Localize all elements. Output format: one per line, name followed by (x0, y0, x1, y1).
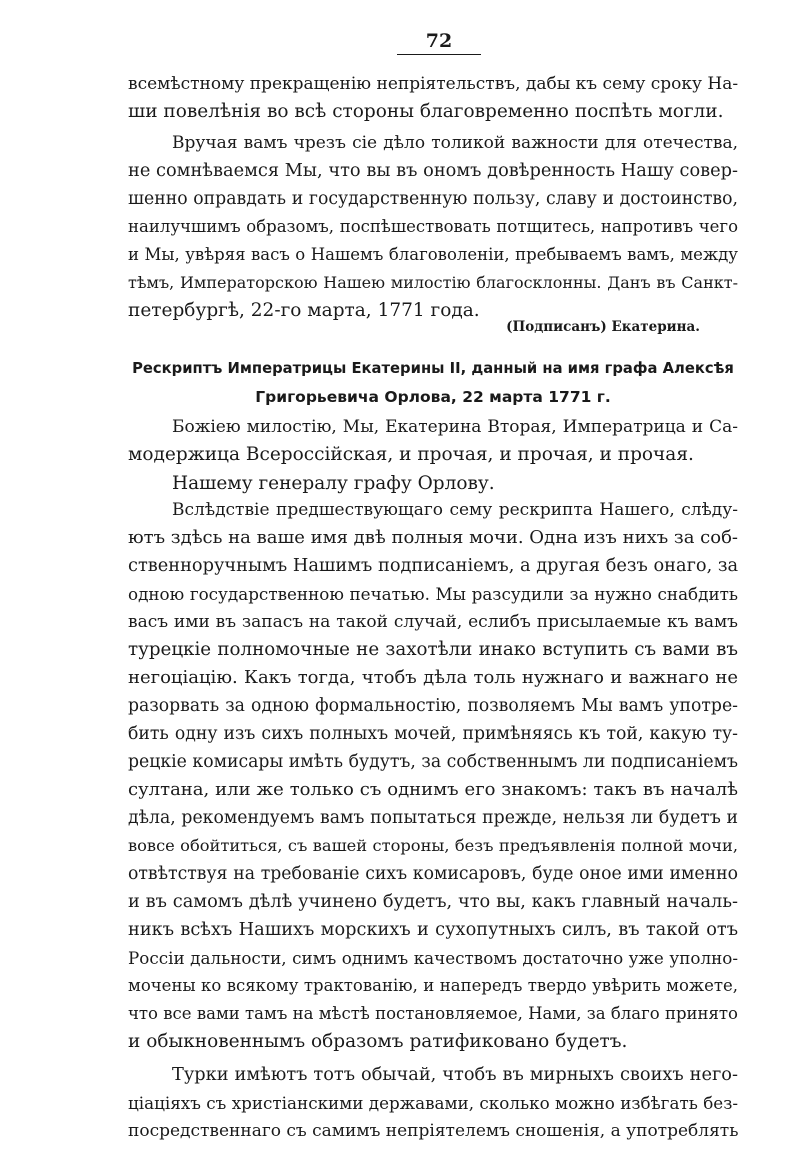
text-line: модержица Всероссійская, и прочая, и прочая, и прочая. (128, 444, 694, 465)
text-line: турецкіе полномочные не захотѣли инако вступить съ вами въ (128, 639, 738, 660)
text-line: никъ всѣхъ Нашихъ морскихъ и сухопутныхъ силъ, въ такой отъ (128, 920, 738, 940)
text-line: разорвать за одною формальностію, позволяемъ Мы вамъ употре- (128, 696, 738, 716)
text-line: шенно оправдать и государственную пользу, славу и достоинство, (128, 189, 738, 209)
text-line: петербургѣ, 22-го марта, 1771 года. (128, 300, 480, 321)
text-line: ютъ здѣсь на ваше имя двѣ полныя мочи. Одна изъ нихъ за соб- (128, 527, 739, 548)
heading-line: Григорьевича Орлова, 22 марта 1771 г. (255, 388, 611, 406)
text-line: Божіею милостію, Мы, Екатерина Вторая, Императрица и Са- (172, 417, 738, 437)
text-line: Турки имѣютъ тотъ обычай, чтобъ въ мирныхъ своихъ него- (172, 1065, 738, 1085)
page-number: 72 (425, 30, 453, 52)
text-line: дѣла, рекомендуемъ вамъ попытаться прежде, нельзя ли будетъ и (128, 808, 738, 828)
text-line: Вручая вамъ чрезъ сіе дѣло толикой важности для отечества, (172, 133, 738, 153)
text-line: и Мы, увѣряя васъ о Нашемъ благоволеніи, пребываемъ вамъ, между (128, 245, 738, 264)
text-line: султана, или же только съ однимъ его знакомъ: такъ въ началѣ (128, 779, 738, 800)
text-line: одною государственною печатью. Мы разсудили за нужно снабдить (128, 584, 738, 604)
text-line: и въ самомъ дѣлѣ учинено будетъ, что вы, какъ главный началь- (128, 892, 738, 912)
text-line: и обыкновеннымъ образомъ ратификовано будетъ. (128, 1031, 628, 1052)
text-line: ціаціяхъ съ христіанскими державами, сколько можно избѣгать без- (128, 1093, 738, 1113)
text-line: Россіи дальности, симъ однимъ качествомъ достаточно уже уполно- (128, 948, 738, 968)
text-line: Вслѣдствіе предшествующаго сему рескрипта Нашего, слѣду- (172, 500, 738, 520)
address-line: Нашему генералу графу Орлову. (172, 473, 495, 494)
text-line: что все вами тамъ на мѣстѣ постановляемое, Нами, за благо принято (128, 1004, 738, 1023)
text-line: отвѣтствуя на требованіе сихъ комисаровъ, буде оное ими именно (128, 864, 738, 884)
text-line: негоціацію. Какъ тогда, чтобъ дѣла толь нужнаго и важнаго не (128, 667, 738, 688)
text-line: наилучшимъ образомъ, поспѣшествовать потщитесь, напротивъ чего (128, 217, 738, 236)
signature: (Подписанъ) Екатерина. (506, 319, 700, 335)
text-line: ши повелѣнія во всѣ стороны благовременно поспѣть могли. (128, 101, 724, 122)
page-number-rule (397, 54, 481, 55)
text-line: бить одну изъ сихъ полныхъ мочей, примѣняясь къ той, какую ту- (128, 724, 738, 744)
text-line: вовсе обойтиться, съ вашей стороны, безъ предъявленія полной мочи, (128, 836, 738, 855)
text-line: всемѣстному прекращенію непріятельствъ, дабы къ сему сроку На- (128, 74, 739, 94)
text-line: посредственнаго съ самимъ непріятелемъ сношенія, а употреблять (128, 1121, 739, 1141)
text-line: не сомнѣваемся Мы, что вы въ ономъ довѣренность Нашу совер- (128, 161, 738, 181)
heading-line: Рескриптъ Императрицы Екатерины II, данный на имя графа Алексѣя (132, 360, 734, 377)
text-line: мочены ко всякому трактованію, и напередъ твердо увѣрить можете, (128, 976, 738, 995)
text-line: ственноручнымъ Нашимъ подписаніемъ, а другая безъ онаго, за (128, 556, 739, 576)
text-line: васъ ими въ запасъ на такой случай, еслибъ присылаемые къ вамъ (128, 612, 738, 632)
text-line: тѣмъ, Императорскою Нашею милостію благосклонны. Данъ въ Санкт- (128, 273, 738, 292)
text-line: рецкіе комисары имѣть будутъ, за собственнымъ ли подписаніемъ (128, 752, 738, 772)
